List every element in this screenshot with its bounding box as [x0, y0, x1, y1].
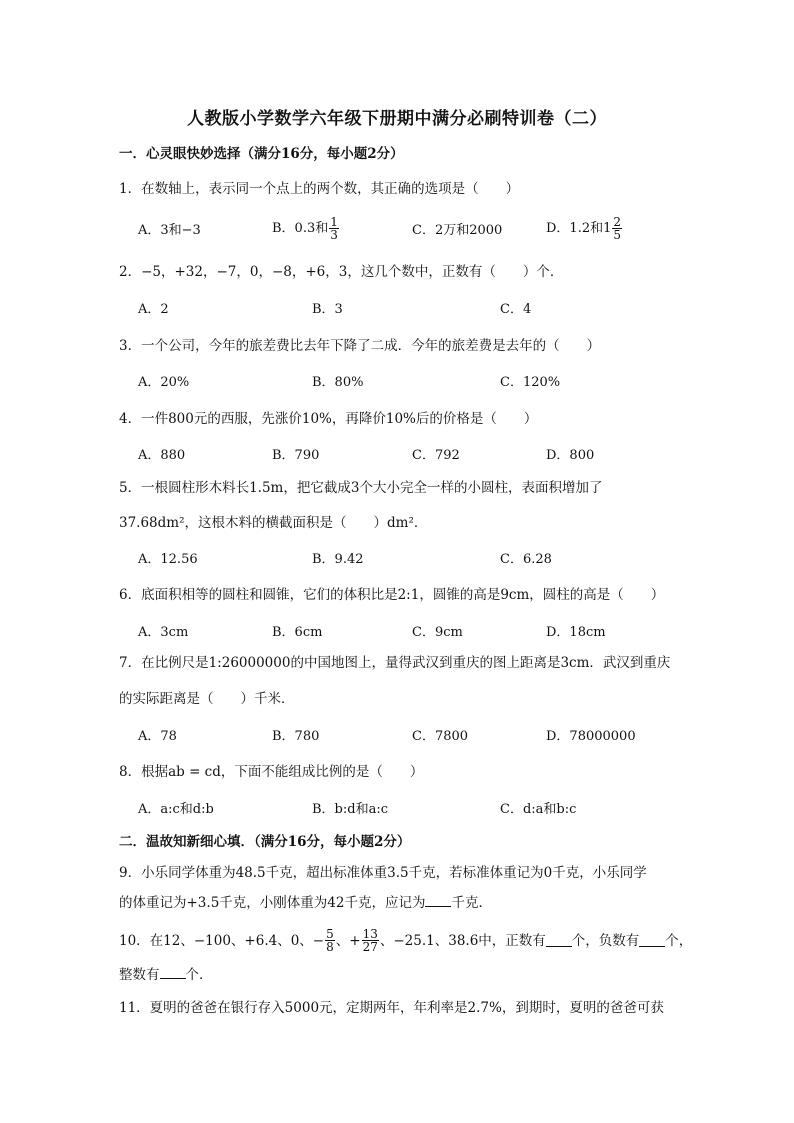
q10-negative-blank[interactable]: [639, 934, 665, 947]
q10-line2-text-after: 个．: [185, 967, 213, 983]
q10-fraction-1: [325, 928, 335, 953]
q1-option-a: A．3和−3: [138, 223, 201, 238]
q1-option-c: C．2万和2000: [412, 223, 503, 238]
question-8: 8．根据ab = cd，下面不能组成比例的是（ ）: [119, 764, 424, 780]
q10-text-mid-4: 个，: [665, 932, 693, 949]
question-1: 1．在数轴上，表示同一个点上的两个数，其正确的选项是（ ）: [119, 181, 520, 197]
question-7-line-1: 7．在比例尺是1:26000000的中国地图上，量得武汉到重庆的图上距离是3cm．武汉到重庆: [119, 655, 671, 671]
fraction-numerator: 2: [613, 215, 622, 229]
question-6: 6．底面积相等的圆柱和圆锥，它们的体积比是2:1，圆锥的高是9cm，圆柱的高是（ ）: [119, 587, 665, 603]
q10-text-start: 10．在12、−100、+6.4、0、−: [119, 932, 325, 949]
q1-option-d: [546, 216, 623, 241]
fraction-denominator: 27: [362, 940, 378, 954]
q3-option-b: B．80%: [312, 375, 364, 390]
q4-option-b: B．790: [272, 448, 320, 463]
q10-fraction-2: [362, 928, 379, 953]
q8-option-a: A．a:c和d:b: [138, 802, 214, 817]
fraction-numerator: 5: [326, 927, 334, 941]
fraction-denominator: 8: [326, 940, 334, 954]
q4-option-c: C．792: [412, 448, 460, 463]
q5-option-a: A．12.56: [138, 552, 198, 567]
q3-option-c: C．120%: [500, 375, 561, 390]
q7-option-d: D．78000000: [546, 729, 636, 744]
question-5-line-2: 37.68dm²，这根木料的横截面积是（ ）dm²．: [119, 515, 428, 531]
question-7-line-2: 的实际距离是（ ）千米．: [119, 691, 295, 707]
q9-text-after-blank: 千克．: [451, 895, 492, 911]
q10-integer-blank[interactable]: [160, 966, 186, 979]
q2-option-b: B．3: [312, 302, 343, 317]
q2-option-a: A．2: [138, 302, 169, 317]
q9-text-before-blank: 的体重记为+3.5千克，小刚体重为42千克，应记为: [119, 895, 426, 911]
q6-option-b: B．6cm: [272, 625, 323, 640]
question-3: 3．一个公司，今年的旅差费比去年下降了二成．今年的旅差费是去年的（ ）: [119, 338, 601, 354]
q1-option-d-fraction: [612, 216, 622, 241]
fraction-denominator: 3: [330, 228, 338, 242]
q9-answer-blank[interactable]: [425, 894, 451, 907]
q7-option-b: B．780: [272, 729, 320, 744]
fraction-numerator: 1: [330, 215, 338, 229]
q1-option-b-label: B．0.3和: [272, 220, 329, 236]
question-9-line-1: 9．小乐同学体重为48.5千克，超出标准体重3.5千克，若标准体重记为0千克，小乐同学: [119, 865, 647, 881]
q10-text-mid-3: 个，负数有: [571, 932, 640, 949]
q8-option-b: B．b:d和a:c: [312, 802, 388, 817]
q5-option-c: C．6.28: [500, 552, 552, 567]
q6-option-d: D．18cm: [546, 625, 606, 640]
exam-title: 人教版小学数学六年级下册期中满分必刷特训卷（二）: [187, 109, 607, 129]
q10-text-mid-2: 、−25.1、38.6中，正数有: [379, 932, 546, 949]
q7-option-c: C．7800: [412, 729, 469, 744]
q2-option-c: C．4: [500, 302, 532, 317]
fraction-numerator: 13: [362, 927, 378, 941]
question-10-line-2: [119, 966, 213, 984]
q4-option-a: A．880: [138, 448, 186, 463]
q3-option-a: A．20%: [138, 375, 190, 390]
question-9-line-2: [119, 894, 492, 912]
q5-option-b: B．9.42: [312, 552, 364, 567]
q10-text-mid-1: 、+: [335, 932, 361, 949]
q6-option-c: C．9cm: [412, 625, 463, 640]
question-5-line-1: 5．一根圆柱形木料长1.5m，把它截成3个大小完全一样的小圆柱，表面积增加了: [119, 480, 603, 496]
q10-positive-blank[interactable]: [546, 934, 572, 947]
q7-option-a: A．78: [138, 729, 177, 744]
question-10-line-1: [119, 928, 692, 953]
question-2: 2．−5，+32，−7，0，−8，+6，3，这几个数中，正数有（ ）个．: [119, 264, 564, 280]
q4-option-d: D．800: [546, 448, 595, 463]
fraction-denominator: 5: [613, 228, 622, 242]
q10-line2-text-before: 整数有: [119, 967, 160, 983]
question-4: 4．一件800元的西服，先涨价10%，再降价10%后的价格是（ ）: [119, 411, 538, 427]
q1-option-d-label: D．1.2和1: [546, 220, 612, 236]
section-1-heading: 一．心灵眼快妙选择（满分16分，每小题2分）: [119, 146, 404, 162]
section-2-heading: 二．温故知新细心填．（满分16分，每小题2分）: [119, 834, 411, 850]
question-11: 11．夏明的爸爸在银行存入5000元，定期两年，年利率是2.7%，到期时，夏明的爸爸可获: [119, 1000, 664, 1016]
q1-option-b-fraction: [329, 216, 339, 241]
q6-option-a: A．3cm: [138, 625, 189, 640]
q8-option-c: C．d:a和b:c: [500, 802, 577, 817]
q1-option-b: [272, 216, 340, 241]
